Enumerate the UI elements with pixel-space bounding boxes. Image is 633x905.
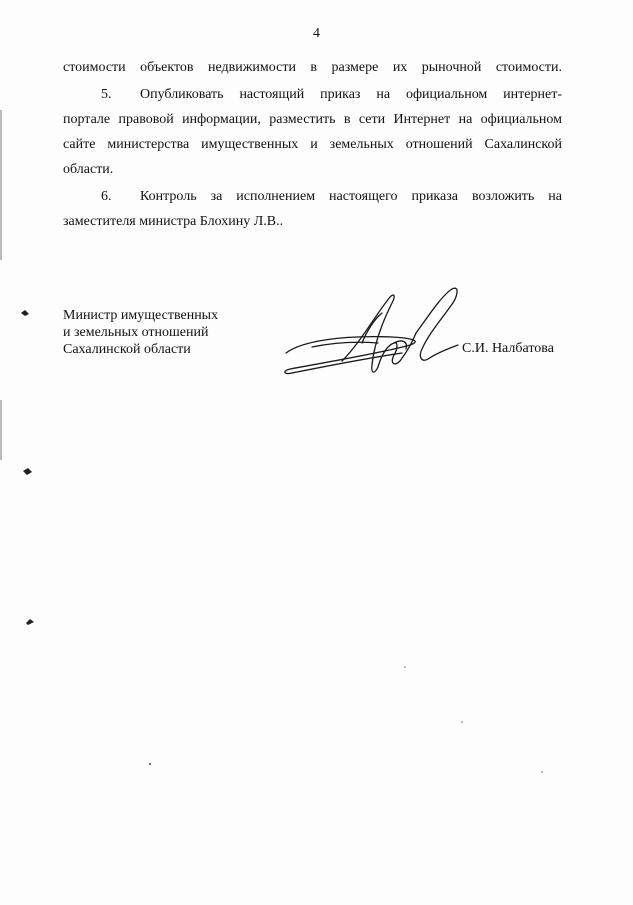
scan-artifact — [460, 720, 464, 724]
item-6-text-line-1: Контроль за исполнением настоящего приказа возложить на — [140, 189, 562, 204]
scan-artifact — [403, 665, 407, 669]
item-6-text-line-2: заместителя министра Блохину Л.В.. — [63, 214, 284, 229]
signatory-position-line-2: и земельных отношений — [63, 325, 209, 340]
signatory-position-line-3: Сахалинской области — [63, 342, 191, 357]
scan-artifact — [148, 762, 152, 766]
item-5-text-line-1: Опубликовать настоящий приказ на официальном интернет- — [140, 87, 562, 102]
body-line-continuation: стоимости объектов недвижимости в размере их рыночной стоимости. — [63, 60, 562, 75]
item-6-number: 6. — [101, 189, 112, 204]
scan-artifact — [20, 308, 32, 318]
item-5-text-line-3: сайте министерства имущественных и земельных отношений Сахалинской — [63, 137, 562, 152]
signatory-name: С.И. Налбатова — [462, 341, 554, 356]
item-5-number: 5. — [101, 87, 112, 102]
scan-artifact — [24, 617, 36, 627]
scan-artifact — [540, 770, 544, 774]
signatory-position-line-1: Министр имущественных — [63, 308, 219, 323]
scan-artifact — [22, 467, 34, 477]
scan-margin-line — [0, 400, 2, 460]
item-5-text-line-2: портале правовой информации, разместить в сети Интернет на официальном — [63, 112, 562, 127]
page-number: 4 — [313, 26, 320, 41]
scan-margin-line — [0, 110, 2, 260]
item-5-text-line-4: области. — [63, 162, 114, 177]
handwritten-signature — [282, 283, 462, 383]
